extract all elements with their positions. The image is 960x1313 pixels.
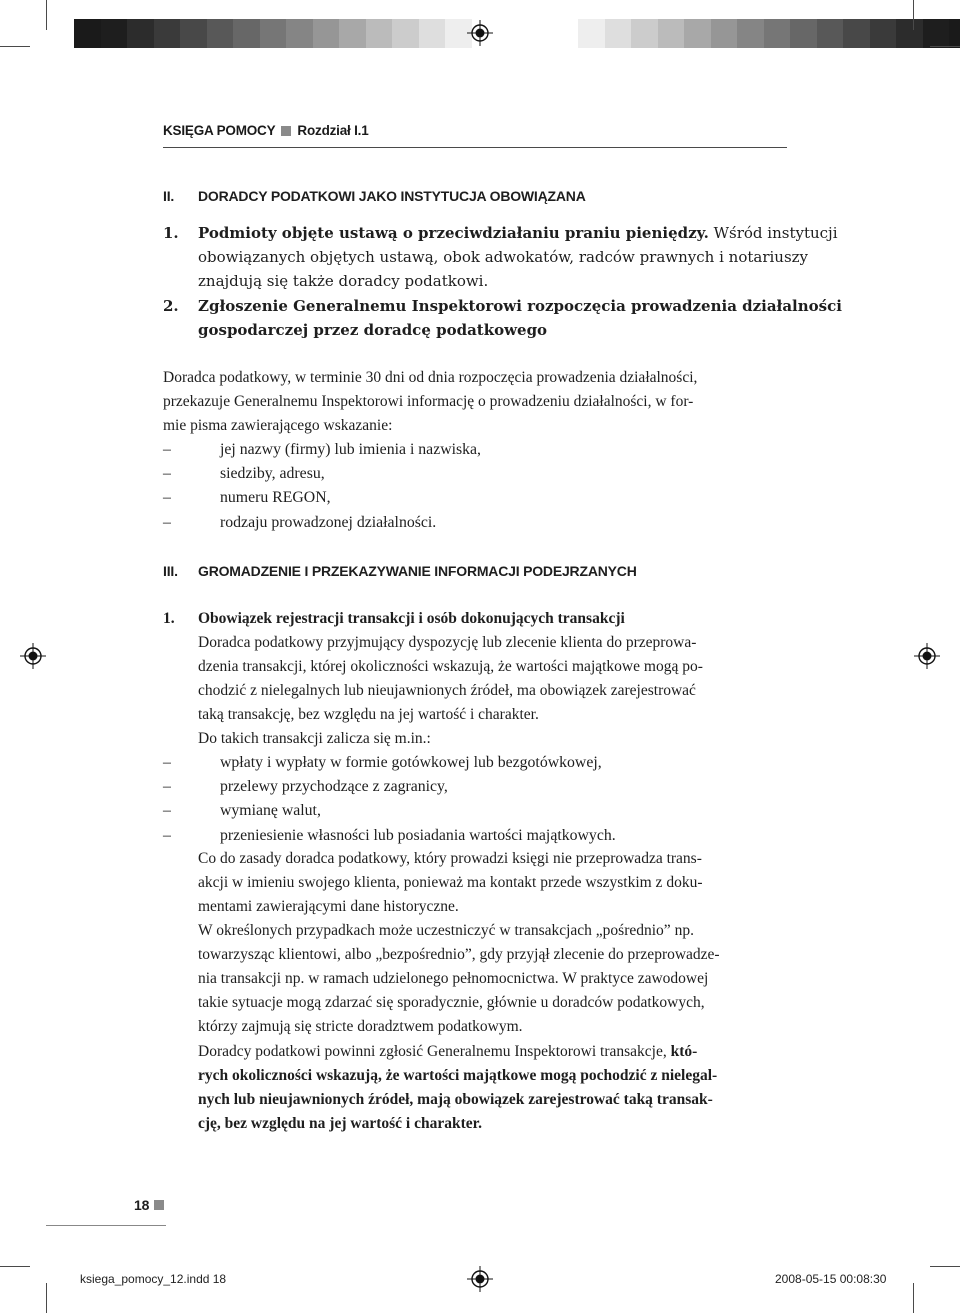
page-rule xyxy=(46,1225,166,1226)
list-item: – wpłaty i wypłaty w formie gotówkowej lub bezgotówkowej, xyxy=(163,751,616,775)
chapter-label: Rozdział I.1 xyxy=(297,123,369,138)
paragraph-line: chodzić z nielegalnych lub nieujawnionych źródeł, ma obowiązek zarejestrować xyxy=(198,682,696,699)
color-swatch xyxy=(313,19,340,48)
paragraph-line: przekazuje Generalnemu Inspektorowi informację o prowadzeniu działalności, w for- xyxy=(163,393,694,410)
paragraph-line: którzy zajmują się stricte doradztwem podatkowym. xyxy=(198,1018,523,1035)
list-item: – wymianę walut, xyxy=(163,799,616,823)
bold-line: rych okoliczności wskazują, że wartości majątkowe mogą pochodzić z nielegal- xyxy=(198,1067,718,1084)
color-swatch xyxy=(684,19,711,48)
section-heading: III. GROMADZENIE I PRZEKAZYWANIE INFORMACJI PODEJRZANYCH xyxy=(163,563,637,579)
color-bar-right xyxy=(578,19,960,48)
bold-line: cję, bez względu na jej wartość i charakter. xyxy=(198,1115,482,1132)
color-swatch xyxy=(949,19,960,48)
item-2-title: 2. Zgłoszenie Generalnemu Inspektorowi rozpoczęcia prowadzenia działalności xyxy=(163,297,842,315)
color-swatch xyxy=(843,19,870,48)
color-swatch xyxy=(127,19,154,48)
square-bullet-icon xyxy=(154,1200,164,1210)
color-bar-left xyxy=(74,19,472,48)
color-swatch xyxy=(764,19,791,48)
list-item: – numeru REGON, xyxy=(163,486,481,510)
paragraph-line: Doradca podatkowy przyjmujący dyspozycję lub zlecenie klienta do przeprowa- xyxy=(198,634,697,651)
color-swatch xyxy=(233,19,260,48)
paragraph-line: dzenia transakcji, której okoliczności wskazują, że wartości majątkowe mogą po- xyxy=(198,658,703,675)
registration-mark-icon xyxy=(20,643,46,669)
crop-mark xyxy=(0,1266,30,1267)
bullet-list xyxy=(163,751,616,848)
color-swatch xyxy=(419,19,446,48)
registration-mark-icon xyxy=(467,1266,493,1292)
item-2-title: gospodarczej przez doradcę podatkowego xyxy=(198,321,548,339)
footer-timestamp: 2008-05-15 00:08:30 xyxy=(775,1272,887,1286)
registration-mark-icon xyxy=(467,20,493,46)
color-swatch xyxy=(790,19,817,48)
color-swatch xyxy=(817,19,844,48)
item-1: 1. Podmioty objęte ustawą o przeciwdziałaniu praniu pieniędzy. Wśród instytucji xyxy=(163,224,838,242)
paragraph-line: W określonych przypadkach może uczestniczyć w transakcjach „pośrednio” np. xyxy=(198,922,694,939)
paragraph-line: takie sytuacje mogą zdarzać się sporadycznie, głównie u doradców podatkowych, xyxy=(198,994,705,1011)
color-swatch xyxy=(366,19,393,48)
running-header xyxy=(163,123,369,138)
registration-mark-icon xyxy=(914,643,940,669)
paragraph-line: mentami zawierającymi dane historyczne. xyxy=(198,898,459,915)
color-swatch xyxy=(658,19,685,48)
crop-mark xyxy=(913,1283,914,1313)
paragraph-line: towarzysząc klientowi, albo „bezpośrednio”, gdy przyjął zlecenie do przeprowadze- xyxy=(198,946,720,963)
paragraph-line: Do takich transakcji zalicza się m.in.: xyxy=(198,730,431,747)
header-rule xyxy=(163,147,787,148)
item-3-title: 1. Obowiązek rejestracji transakcji i osób dokonujących transakcji xyxy=(163,610,625,627)
color-swatch xyxy=(896,19,923,48)
crop-mark xyxy=(0,46,30,47)
color-swatch xyxy=(207,19,234,48)
color-swatch xyxy=(870,19,897,48)
color-swatch xyxy=(631,19,658,48)
bold-line: nych lub nieujawnionych źródeł, mają obowiązek zarejestrować taką transak- xyxy=(198,1091,713,1108)
color-swatch xyxy=(923,19,950,48)
footer-filename: ksiega_pomocy_12.indd 18 xyxy=(80,1272,227,1286)
page-number: 18 xyxy=(134,1197,164,1213)
paragraph-line: akcji w imieniu swojego klienta, ponieważ ma kontakt przede wszystkim z doku- xyxy=(198,874,703,891)
paragraph-line: Doradca podatkowy, w terminie 30 dni od dnia rozpoczęcia prowadzenia działalności, xyxy=(163,369,698,386)
paragraph-line: Co do zasady doradca podatkowy, który prowadzi księgi nie przeprowadza trans- xyxy=(198,850,702,867)
square-bullet-icon xyxy=(281,126,291,136)
color-swatch xyxy=(74,19,101,48)
color-swatch xyxy=(578,19,605,48)
item-1-line: obowiązanych objętych ustawą, obok adwokatów, radców prawnych i notariuszy xyxy=(198,248,809,266)
color-swatch xyxy=(154,19,181,48)
paragraph-line: mie pisma zawierającego wskazanie: xyxy=(163,417,393,434)
color-swatch xyxy=(711,19,738,48)
list-item: – przeniesienie własności lub posiadania wartości majątkowych. xyxy=(163,824,616,848)
paragraph-line: taką transakcję, bez względu na jej wartość i charakter. xyxy=(198,706,539,723)
item-1-line: znajdują się także doradcy podatkowi. xyxy=(198,272,489,290)
crop-mark xyxy=(46,0,47,30)
book-title: KSIĘGA POMOCY xyxy=(163,123,276,138)
list-item: – jej nazwy (firmy) lub imienia i nazwiska, xyxy=(163,438,481,462)
crop-mark xyxy=(46,1283,47,1313)
crop-mark xyxy=(930,46,960,47)
list-item: – przelewy przychodzące z zagranicy, xyxy=(163,775,616,799)
color-swatch xyxy=(605,19,632,48)
color-swatch xyxy=(101,19,128,48)
crop-mark xyxy=(913,0,914,30)
color-swatch xyxy=(392,19,419,48)
section-heading: II. DORADCY PODATKOWI JAKO INSTYTUCJA OBOWIĄZANA xyxy=(163,188,586,204)
color-swatch xyxy=(286,19,313,48)
paragraph-line: nia transakcji np. w ramach udzielonego pełnomocnictwa. W praktyce zawodowej xyxy=(198,970,709,987)
list-item: – rodzaju prowadzonej działalności. xyxy=(163,511,481,535)
color-swatch xyxy=(180,19,207,48)
crop-mark xyxy=(930,1266,960,1267)
bullet-list xyxy=(163,438,481,535)
item-1-title: Podmioty objęte ustawą o przeciwdziałaniu praniu pieniędzy. xyxy=(198,224,709,242)
paragraph-line: Doradcy podatkowi powinni zgłosić Generalnemu Inspektorowi transakcje, któ- xyxy=(198,1043,698,1060)
color-swatch xyxy=(260,19,287,48)
color-swatch xyxy=(339,19,366,48)
list-item: – siedziby, adresu, xyxy=(163,462,481,486)
color-swatch xyxy=(737,19,764,48)
